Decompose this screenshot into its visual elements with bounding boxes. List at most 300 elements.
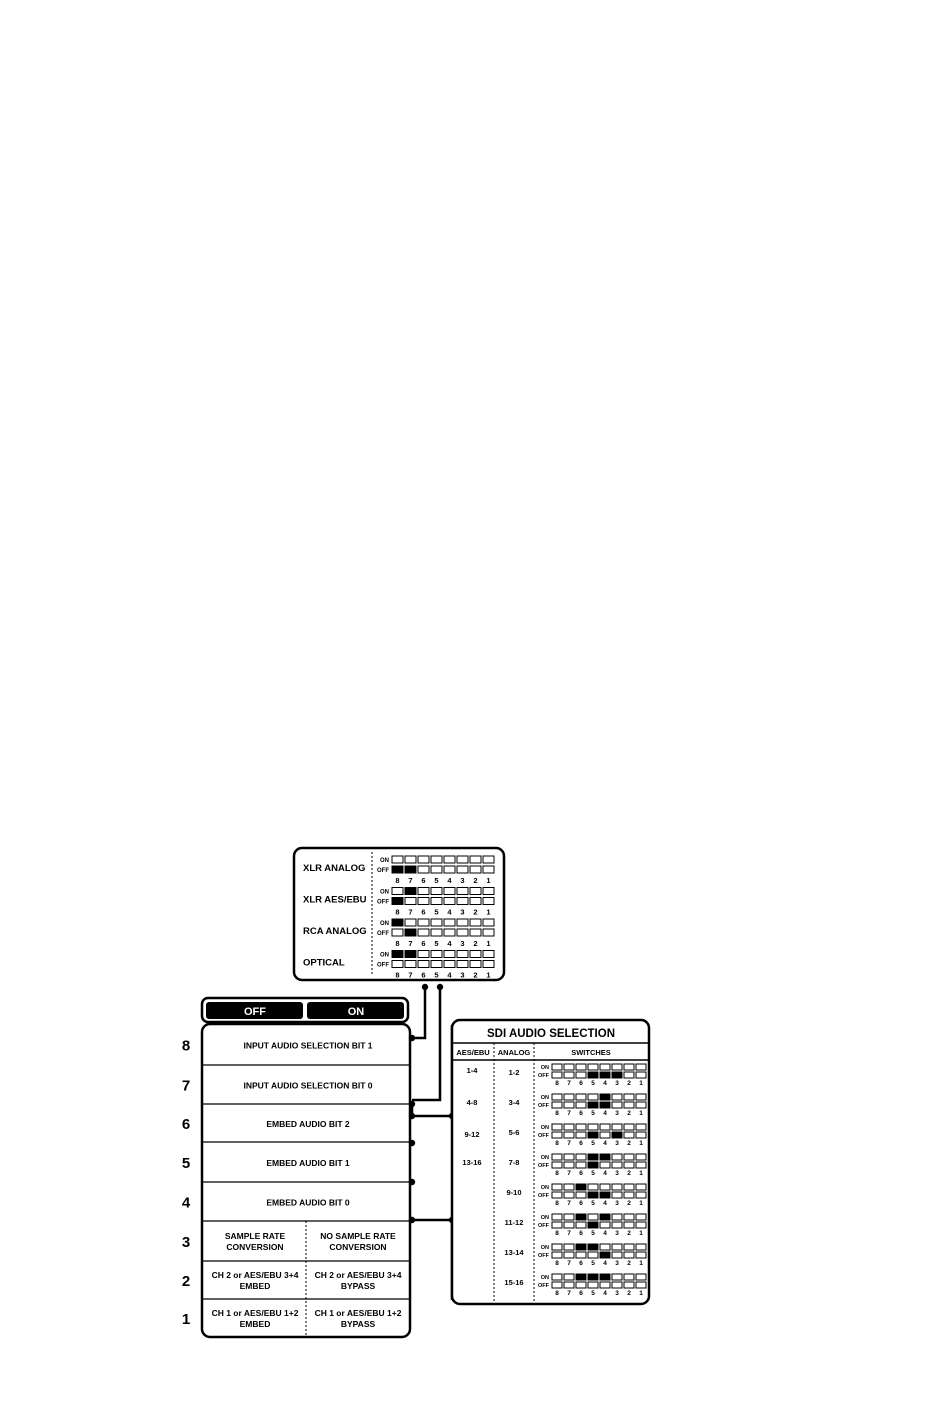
switch-off-cell bbox=[552, 1282, 562, 1288]
switch-off-cell bbox=[588, 1072, 598, 1078]
switch-on-cell bbox=[392, 951, 403, 958]
switch-on-cell bbox=[483, 888, 494, 895]
switch-on-cell bbox=[552, 1244, 562, 1250]
switch-number: 2 bbox=[627, 1170, 631, 1177]
switch-function-label: EMBED AUDIO BIT 0 bbox=[266, 1197, 350, 1208]
switch-off-cell bbox=[470, 866, 481, 873]
switch-on-cell bbox=[612, 1184, 622, 1190]
switch-number: 5 bbox=[591, 1110, 595, 1117]
switch-number: 8 bbox=[395, 876, 400, 885]
switch-number: 4 bbox=[603, 1110, 607, 1117]
switch-off-cell bbox=[405, 961, 416, 968]
switch-number: 2 bbox=[627, 1080, 631, 1087]
switch-off-cell bbox=[457, 866, 468, 873]
on-header-label: ON bbox=[347, 1006, 365, 1018]
switch-number: 5 bbox=[591, 1080, 595, 1087]
connector-dot bbox=[409, 1113, 415, 1119]
switch-off-cell bbox=[588, 1132, 598, 1138]
switch-number: 7 bbox=[408, 939, 413, 948]
switch-off-cell bbox=[576, 1102, 586, 1108]
switch-on-cell bbox=[624, 1154, 634, 1160]
switch-on-cell bbox=[624, 1274, 634, 1280]
switch-on-cell bbox=[576, 1274, 586, 1280]
switch-on-cell bbox=[576, 1214, 586, 1220]
switch-number-label: 5 bbox=[181, 1155, 191, 1172]
switch-off-cell bbox=[624, 1282, 634, 1288]
switch-number: 4 bbox=[603, 1140, 607, 1147]
connector-embed-bottom bbox=[412, 1220, 452, 1300]
switch-off-cell bbox=[636, 1102, 646, 1108]
switch-off-cell bbox=[612, 1192, 622, 1198]
switch-number: 3 bbox=[615, 1170, 619, 1177]
switch-off-cell bbox=[600, 1222, 610, 1228]
aes-ebu-value: 4-8 bbox=[466, 1098, 478, 1107]
legend-row-label: RCA ANALOG bbox=[303, 926, 367, 937]
switch-on-cell bbox=[600, 1244, 610, 1250]
switch-number: 4 bbox=[603, 1200, 607, 1207]
switch-off-function-label: EMBED bbox=[239, 1319, 271, 1329]
switch-off-cell bbox=[418, 898, 429, 905]
switch-number: 1 bbox=[639, 1230, 643, 1237]
switch-off-cell bbox=[392, 898, 403, 905]
analog-value: 7-8 bbox=[508, 1158, 520, 1167]
connector-lines bbox=[412, 987, 452, 1300]
switch-on-cell bbox=[483, 919, 494, 926]
switch-off-function-label: EMBED bbox=[239, 1281, 271, 1291]
switch-on-cell bbox=[588, 1064, 598, 1070]
switch-off-cell bbox=[624, 1222, 634, 1228]
switch-number: 4 bbox=[603, 1260, 607, 1267]
switch-number: 8 bbox=[555, 1260, 559, 1267]
off-label: OFF bbox=[377, 868, 389, 874]
switch-off-cell bbox=[564, 1192, 574, 1198]
switch-off-cell bbox=[457, 929, 468, 936]
switch-on-function-label: CONVERSION bbox=[329, 1242, 387, 1252]
switch-off-cell bbox=[588, 1282, 598, 1288]
switch-off-cell bbox=[552, 1072, 562, 1078]
switch-number: 7 bbox=[567, 1200, 571, 1207]
switch-number: 5 bbox=[591, 1200, 595, 1207]
switch-number: 3 bbox=[460, 970, 465, 980]
switch-number-label: 4 bbox=[181, 1194, 191, 1212]
off-label: OFF bbox=[538, 1223, 549, 1229]
dip-switch-graphic bbox=[377, 856, 494, 885]
on-label: ON bbox=[540, 1185, 549, 1191]
analog-value: 1-2 bbox=[508, 1068, 520, 1077]
switch-off-cell bbox=[612, 1282, 622, 1288]
switch-on-cell bbox=[600, 1124, 610, 1130]
switch-number: 6 bbox=[579, 1260, 583, 1267]
switch-number: 2 bbox=[627, 1260, 631, 1267]
switch-off-cell bbox=[470, 929, 481, 936]
switch-on-cell bbox=[624, 1214, 634, 1220]
switch-off-cell bbox=[483, 898, 494, 905]
switch-off-function-label: CH 2 or AES/EBU 3+4 bbox=[211, 1270, 299, 1280]
switch-number: 5 bbox=[434, 970, 439, 980]
switch-number: 8 bbox=[395, 970, 400, 980]
switch-on-cell bbox=[624, 1064, 634, 1070]
connector-dot bbox=[422, 984, 428, 990]
switch-on-cell bbox=[600, 1154, 610, 1160]
switch-number: 4 bbox=[447, 907, 452, 917]
switch-on-cell bbox=[576, 1184, 586, 1190]
analog-value: 11-12 bbox=[504, 1218, 524, 1227]
switch-number: 4 bbox=[603, 1290, 607, 1297]
switch-on-cell bbox=[564, 1244, 574, 1250]
switch-on-cell bbox=[600, 1214, 610, 1220]
switch-off-cell bbox=[431, 898, 442, 905]
aes-ebu-column-header: AES/EBU bbox=[456, 1048, 490, 1057]
switch-number-label: 1 bbox=[181, 1311, 191, 1328]
switch-off-cell bbox=[564, 1222, 574, 1228]
switch-on-cell bbox=[588, 1154, 598, 1160]
switch-on-cell bbox=[600, 1064, 610, 1070]
switch-off-cell bbox=[588, 1162, 598, 1168]
switch-on-cell bbox=[576, 1154, 586, 1160]
off-label: OFF bbox=[377, 899, 389, 906]
switch-number: 2 bbox=[473, 939, 478, 948]
switch-number: 1 bbox=[639, 1260, 643, 1267]
switch-number: 3 bbox=[615, 1140, 619, 1147]
switch-number: 8 bbox=[395, 939, 400, 948]
switch-on-cell bbox=[636, 1214, 646, 1220]
switch-on-cell bbox=[431, 919, 442, 926]
switch-on-cell bbox=[457, 951, 468, 958]
switch-number: 8 bbox=[555, 1230, 559, 1237]
switch-on-cell bbox=[405, 951, 416, 958]
off-label: OFF bbox=[538, 1253, 549, 1259]
switch-number: 5 bbox=[591, 1260, 595, 1267]
switch-off-cell bbox=[564, 1162, 574, 1168]
switch-number: 4 bbox=[603, 1230, 607, 1237]
switch-on-cell bbox=[457, 919, 468, 926]
switch-number: 2 bbox=[473, 876, 478, 885]
switch-on-cell bbox=[405, 856, 416, 863]
switch-on-cell bbox=[470, 856, 481, 863]
off-label: OFF bbox=[538, 1103, 549, 1109]
switch-on-cell bbox=[431, 856, 442, 863]
switch-on-cell bbox=[418, 888, 429, 895]
switch-on-cell bbox=[636, 1244, 646, 1250]
connector-dot bbox=[409, 1217, 415, 1223]
switch-number: 7 bbox=[567, 1260, 571, 1267]
switch-number: 5 bbox=[591, 1140, 595, 1147]
switch-number: 8 bbox=[555, 1080, 559, 1087]
analog-value: 9-10 bbox=[506, 1188, 522, 1197]
switch-number: 2 bbox=[627, 1110, 631, 1117]
switch-number: 2 bbox=[627, 1230, 631, 1237]
switch-off-cell bbox=[600, 1102, 610, 1108]
switch-on-function-label: CH 2 or AES/EBU 3+4 bbox=[314, 1270, 402, 1280]
off-label: OFF bbox=[538, 1193, 549, 1199]
switch-off-cell bbox=[418, 866, 429, 873]
switch-number: 6 bbox=[579, 1230, 583, 1237]
off-label: OFF bbox=[538, 1283, 549, 1289]
switch-number: 3 bbox=[615, 1200, 619, 1207]
on-label: ON bbox=[380, 858, 389, 864]
switches-column-header: SWITCHES bbox=[571, 1048, 611, 1057]
switch-on-cell bbox=[600, 1094, 610, 1100]
switch-number: 4 bbox=[447, 876, 452, 885]
switch-off-cell bbox=[600, 1132, 610, 1138]
switch-on-cell bbox=[564, 1154, 574, 1160]
switch-off-cell bbox=[612, 1162, 622, 1168]
switch-number-label: 8 bbox=[181, 1037, 191, 1055]
switch-on-cell bbox=[612, 1124, 622, 1130]
switch-on-cell bbox=[552, 1124, 562, 1130]
switch-on-cell bbox=[588, 1244, 598, 1250]
on-label: ON bbox=[380, 921, 389, 927]
aes-ebu-value: 1-4 bbox=[466, 1066, 478, 1075]
switch-on-cell bbox=[612, 1064, 622, 1070]
switch-number: 8 bbox=[555, 1290, 559, 1297]
switch-on-cell bbox=[552, 1064, 562, 1070]
switch-off-cell bbox=[612, 1252, 622, 1258]
switch-on-function-label: CH 1 or AES/EBU 1+2 bbox=[314, 1308, 402, 1318]
switch-on-cell bbox=[612, 1244, 622, 1250]
analog-value: 5-6 bbox=[508, 1128, 520, 1137]
switch-off-cell bbox=[564, 1102, 574, 1108]
switch-off-cell bbox=[444, 866, 455, 873]
switch-number-label: 7 bbox=[181, 1077, 191, 1095]
switch-number: 6 bbox=[579, 1290, 583, 1297]
on-label: ON bbox=[540, 1095, 549, 1101]
switch-on-cell bbox=[470, 888, 481, 895]
switch-number: 7 bbox=[567, 1290, 571, 1297]
switch-number: 4 bbox=[447, 970, 452, 980]
switch-on-cell bbox=[457, 888, 468, 895]
switch-off-cell bbox=[392, 866, 403, 873]
switch-off-cell bbox=[636, 1252, 646, 1258]
switch-number: 6 bbox=[421, 939, 426, 948]
switch-on-cell bbox=[588, 1094, 598, 1100]
switch-number: 1 bbox=[486, 970, 491, 980]
off-label: OFF bbox=[377, 931, 389, 937]
switch-on-cell bbox=[470, 919, 481, 926]
connector-dot bbox=[409, 1101, 415, 1107]
switch-number: 1 bbox=[639, 1290, 643, 1297]
switch-off-cell bbox=[636, 1282, 646, 1288]
legend-row-label: XLR ANALOG bbox=[303, 863, 366, 874]
switch-number: 3 bbox=[460, 876, 465, 885]
switch-number: 7 bbox=[567, 1230, 571, 1237]
analog-value: 15-16 bbox=[504, 1278, 524, 1287]
switch-number-label: 3 bbox=[181, 1234, 191, 1251]
switch-number-label: 2 bbox=[181, 1273, 191, 1290]
switch-on-cell bbox=[552, 1094, 562, 1100]
on-label: ON bbox=[540, 1155, 549, 1161]
switch-off-cell bbox=[483, 929, 494, 936]
switch-on-cell bbox=[444, 919, 455, 926]
switch-number: 2 bbox=[627, 1140, 631, 1147]
switch-off-function-label: CONVERSION bbox=[226, 1242, 284, 1252]
switch-on-cell bbox=[457, 856, 468, 863]
on-label: ON bbox=[380, 952, 389, 959]
switch-on-cell bbox=[612, 1274, 622, 1280]
switch-on-cell bbox=[636, 1094, 646, 1100]
switch-number: 6 bbox=[421, 876, 426, 885]
switch-on-cell bbox=[576, 1244, 586, 1250]
switch-off-cell bbox=[431, 866, 442, 873]
switch-function-label: EMBED AUDIO BIT 1 bbox=[266, 1158, 350, 1168]
switch-off-cell bbox=[457, 898, 468, 905]
switch-number: 1 bbox=[486, 876, 491, 885]
switch-off-cell bbox=[392, 929, 403, 936]
switch-on-cell bbox=[636, 1064, 646, 1070]
switch-off-cell bbox=[470, 898, 481, 905]
switch-off-cell bbox=[588, 1192, 598, 1198]
aes-ebu-value: 9-12 bbox=[464, 1130, 480, 1139]
switch-number: 7 bbox=[567, 1140, 571, 1147]
switch-off-cell bbox=[636, 1072, 646, 1078]
switch-number: 5 bbox=[591, 1230, 595, 1237]
switch-off-function-label: SAMPLE RATE bbox=[224, 1231, 286, 1241]
switch-off-cell bbox=[552, 1132, 562, 1138]
switch-off-cell bbox=[600, 1192, 610, 1198]
switch-number: 6 bbox=[579, 1080, 583, 1087]
switch-on-cell bbox=[624, 1244, 634, 1250]
legend-row-label: OPTICAL bbox=[303, 957, 345, 969]
switch-off-cell bbox=[612, 1132, 622, 1138]
analog-column-header: ANALOG bbox=[497, 1048, 531, 1057]
switch-number: 5 bbox=[434, 939, 439, 948]
off-label: OFF bbox=[538, 1073, 549, 1079]
switch-on-cell bbox=[588, 1274, 598, 1280]
switch-number: 7 bbox=[567, 1170, 571, 1177]
switch-on-cell bbox=[588, 1214, 598, 1220]
connector-bit1 bbox=[412, 987, 425, 1038]
switch-function-label: INPUT AUDIO SELECTION BIT 0 bbox=[243, 1080, 373, 1091]
switch-on-cell bbox=[624, 1184, 634, 1190]
switch-on-cell bbox=[624, 1124, 634, 1130]
switch-on-cell bbox=[444, 888, 455, 895]
switch-off-cell bbox=[552, 1252, 562, 1258]
on-label: ON bbox=[540, 1125, 549, 1131]
switch-on-cell bbox=[576, 1124, 586, 1130]
on-label: ON bbox=[540, 1245, 549, 1251]
switch-off-cell bbox=[576, 1222, 586, 1228]
switch-number: 5 bbox=[434, 876, 439, 885]
switch-number: 2 bbox=[627, 1290, 631, 1297]
switch-off-cell bbox=[624, 1132, 634, 1138]
switch-off-cell bbox=[552, 1162, 562, 1168]
switch-off-cell bbox=[564, 1252, 574, 1258]
switch-off-cell bbox=[392, 961, 403, 968]
switch-number: 2 bbox=[627, 1200, 631, 1207]
switch-off-cell bbox=[612, 1072, 622, 1078]
switch-on-cell bbox=[576, 1094, 586, 1100]
switch-on-cell bbox=[552, 1154, 562, 1160]
switch-on-cell bbox=[392, 919, 403, 926]
switch-off-cell bbox=[552, 1102, 562, 1108]
switch-off-cell bbox=[576, 1162, 586, 1168]
legend-row-label: XLR AES/EBU bbox=[303, 894, 367, 906]
switch-off-cell bbox=[576, 1132, 586, 1138]
switch-on-cell bbox=[483, 856, 494, 863]
on-label: ON bbox=[540, 1275, 549, 1281]
switch-on-cell bbox=[564, 1094, 574, 1100]
switch-on-cell bbox=[588, 1124, 598, 1130]
switch-on-cell bbox=[576, 1064, 586, 1070]
switch-on-cell bbox=[405, 888, 416, 895]
switch-on-cell bbox=[600, 1184, 610, 1190]
switch-off-cell bbox=[636, 1162, 646, 1168]
switch-number: 5 bbox=[434, 907, 439, 917]
switch-off-cell bbox=[576, 1252, 586, 1258]
switch-number: 1 bbox=[639, 1200, 643, 1207]
switch-number: 7 bbox=[408, 907, 413, 917]
switch-on-cell bbox=[470, 951, 481, 958]
switch-off-cell bbox=[624, 1102, 634, 1108]
switch-off-cell bbox=[470, 961, 481, 968]
switch-on-cell bbox=[431, 951, 442, 958]
switch-off-cell bbox=[588, 1222, 598, 1228]
switch-on-cell bbox=[612, 1094, 622, 1100]
switch-off-cell bbox=[431, 961, 442, 968]
switch-on-cell bbox=[636, 1274, 646, 1280]
switch-on-cell bbox=[564, 1184, 574, 1190]
switch-on-cell bbox=[392, 856, 403, 863]
switch-off-cell bbox=[636, 1192, 646, 1198]
switch-number: 3 bbox=[615, 1260, 619, 1267]
connector-dot bbox=[409, 1035, 415, 1041]
switch-number: 6 bbox=[579, 1200, 583, 1207]
switch-off-cell bbox=[576, 1072, 586, 1078]
switch-off-cell bbox=[600, 1072, 610, 1078]
switch-off-function-label: CH 1 or AES/EBU 1+2 bbox=[211, 1308, 299, 1318]
off-label: OFF bbox=[538, 1163, 549, 1169]
switch-on-cell bbox=[600, 1274, 610, 1280]
switch-number: 7 bbox=[408, 970, 413, 980]
switch-off-cell bbox=[624, 1072, 634, 1078]
switch-on-cell bbox=[418, 951, 429, 958]
switch-on-cell bbox=[444, 951, 455, 958]
switch-on-function-label: BYPASS bbox=[340, 1319, 376, 1329]
switch-number: 3 bbox=[615, 1080, 619, 1087]
switch-on-cell bbox=[483, 951, 494, 958]
switch-number: 8 bbox=[555, 1170, 559, 1177]
switch-off-cell bbox=[405, 898, 416, 905]
switch-on-cell bbox=[636, 1124, 646, 1130]
switch-number: 1 bbox=[486, 939, 491, 948]
switch-on-cell bbox=[405, 919, 416, 926]
switch-number: 4 bbox=[603, 1080, 607, 1087]
switch-off-cell bbox=[588, 1102, 598, 1108]
connector-dot bbox=[437, 984, 443, 990]
switch-off-cell bbox=[624, 1252, 634, 1258]
switch-on-cell bbox=[636, 1154, 646, 1160]
switch-number: 7 bbox=[567, 1080, 571, 1087]
switch-off-cell bbox=[418, 961, 429, 968]
switch-number: 1 bbox=[639, 1140, 643, 1147]
switch-off-cell bbox=[636, 1222, 646, 1228]
switch-on-function-label: NO SAMPLE RATE bbox=[320, 1231, 396, 1241]
switch-function-label: EMBED AUDIO BIT 2 bbox=[266, 1119, 350, 1129]
switch-on-function-label: BYPASS bbox=[340, 1281, 376, 1291]
on-label: ON bbox=[540, 1215, 549, 1221]
switch-number: 2 bbox=[473, 907, 478, 917]
switch-number: 4 bbox=[447, 939, 452, 948]
switch-off-cell bbox=[600, 1282, 610, 1288]
switch-off-cell bbox=[418, 929, 429, 936]
switch-number: 6 bbox=[579, 1110, 583, 1117]
switch-on-cell bbox=[564, 1124, 574, 1130]
switch-on-cell bbox=[418, 856, 429, 863]
switch-off-cell bbox=[483, 961, 494, 968]
switch-on-cell bbox=[564, 1274, 574, 1280]
switch-off-cell bbox=[405, 866, 416, 873]
switch-off-cell bbox=[405, 929, 416, 936]
